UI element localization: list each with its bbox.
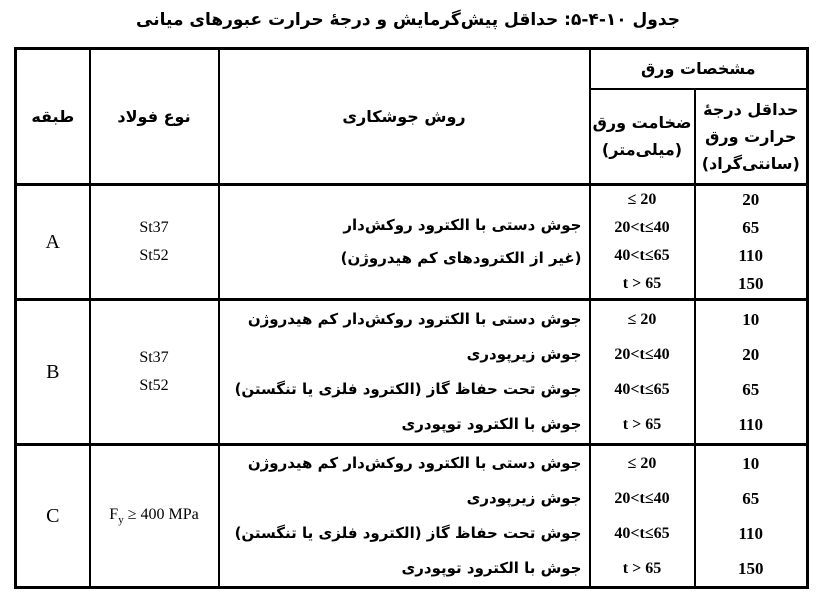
steel-type-cell [90,445,219,588]
min-temp-value: 10 [742,310,760,329]
header-plate-specs: مشخصات ورق [590,49,808,89]
header-thickness-line2: (میلی‌متر) [601,140,683,160]
welding-methods-cell [219,445,590,588]
steel-grade: St52 [139,247,169,264]
min-temp-value: 20 [742,345,760,364]
steel-strength: F [109,505,119,523]
welding-methods-cell [219,300,590,445]
thickness-range: t > 65 [622,275,662,292]
welding-method: جوش با الکترود توپودری [401,415,582,433]
class-cell: A [16,185,90,300]
min-temp-value: 65 [742,489,760,508]
header-min-temp-line3: (سانتی‌گراد) [701,153,800,173]
steel-strength-subscript: y [118,514,124,527]
thickness-range: 20<t≤40 [614,346,670,363]
header-min-temp-line1: حداقل درجهٔ [703,99,799,119]
welding-method: (غیر از الکترودهای کم هیدروژن) [340,249,582,267]
welding-method: جوش تحت حفاظ گاز (الکترود فلزی یا تنگستن) [234,380,582,398]
min-temp-cell [695,185,808,300]
steel-strength-value: ≥ 400 MPa [123,505,199,523]
header-thickness-line1: ضخامت ورق [592,113,692,133]
steel-grade: St37 [139,349,169,366]
min-temp-cell [695,300,808,445]
thickness-range: t > 65 [622,416,662,433]
welding-method: جوش زیرپودری [466,345,582,363]
welding-methods-cell [219,185,590,300]
thickness-range: ≤ 20 [627,191,657,208]
header-class: طبقه [16,49,90,185]
header-steel-type: نوع فولاد [90,49,219,185]
welding-method: جوش دستی با الکترود روکش‌دار [343,216,582,234]
steel-type-cell [90,185,219,300]
welding-method: جوش تحت حفاظ گاز (الکترود فلزی یا تنگستن) [234,524,582,542]
thickness-range: 20<t≤40 [614,490,670,507]
thickness-cell [590,185,695,300]
min-temp-value: 65 [742,218,760,237]
table-row-class-a [16,185,808,300]
thickness-cell [590,445,695,588]
min-temp-value: 20 [742,190,760,209]
thickness-range: 40<t≤65 [614,247,670,264]
class-cell: C [16,445,90,588]
min-temp-value: 110 [738,415,764,434]
thickness-range: 40<t≤65 [614,525,670,542]
preheat-temperature-table [14,47,809,589]
min-temp-value: 110 [738,524,764,543]
min-temp-value: 150 [738,559,764,578]
thickness-range: 20<t≤40 [614,219,670,236]
min-temp-value: 150 [738,274,764,293]
steel-type-cell [90,300,219,445]
class-cell: B [16,300,90,445]
table-title: جدول ۱۰-۴-۵: حداقل پیش‌گرمایش و درجهٔ حرارت عبورهای میانی [136,10,680,30]
welding-method: جوش زیرپودری [466,489,582,507]
thickness-range: 40<t≤65 [614,381,670,398]
welding-method: جوش با الکترود توپودری [401,559,582,577]
welding-method: جوش دستی با الکترود روکش‌دار کم هیدروژن [247,310,582,328]
min-temp-cell [695,445,808,588]
min-temp-value: 65 [742,380,760,399]
header-welding-method: روش جوشکاری [219,49,590,185]
table-row-class-b [16,300,808,445]
thickness-cell [590,300,695,445]
welding-method: جوش دستی با الکترود روکش‌دار کم هیدروژن [247,454,582,472]
thickness-range: ≤ 20 [627,455,657,472]
table-row-class-c [16,445,808,588]
min-temp-value: 110 [738,246,764,265]
header-thickness [590,89,695,185]
steel-grade: St37 [139,219,169,236]
header-min-temp [695,89,808,185]
header-row-1 [16,49,808,89]
min-temp-value: 10 [742,454,760,473]
header-min-temp-line2: حرارت ورق [705,126,797,146]
thickness-range: ≤ 20 [627,311,657,328]
steel-grade: St52 [139,377,169,394]
thickness-range: t > 65 [622,560,662,577]
